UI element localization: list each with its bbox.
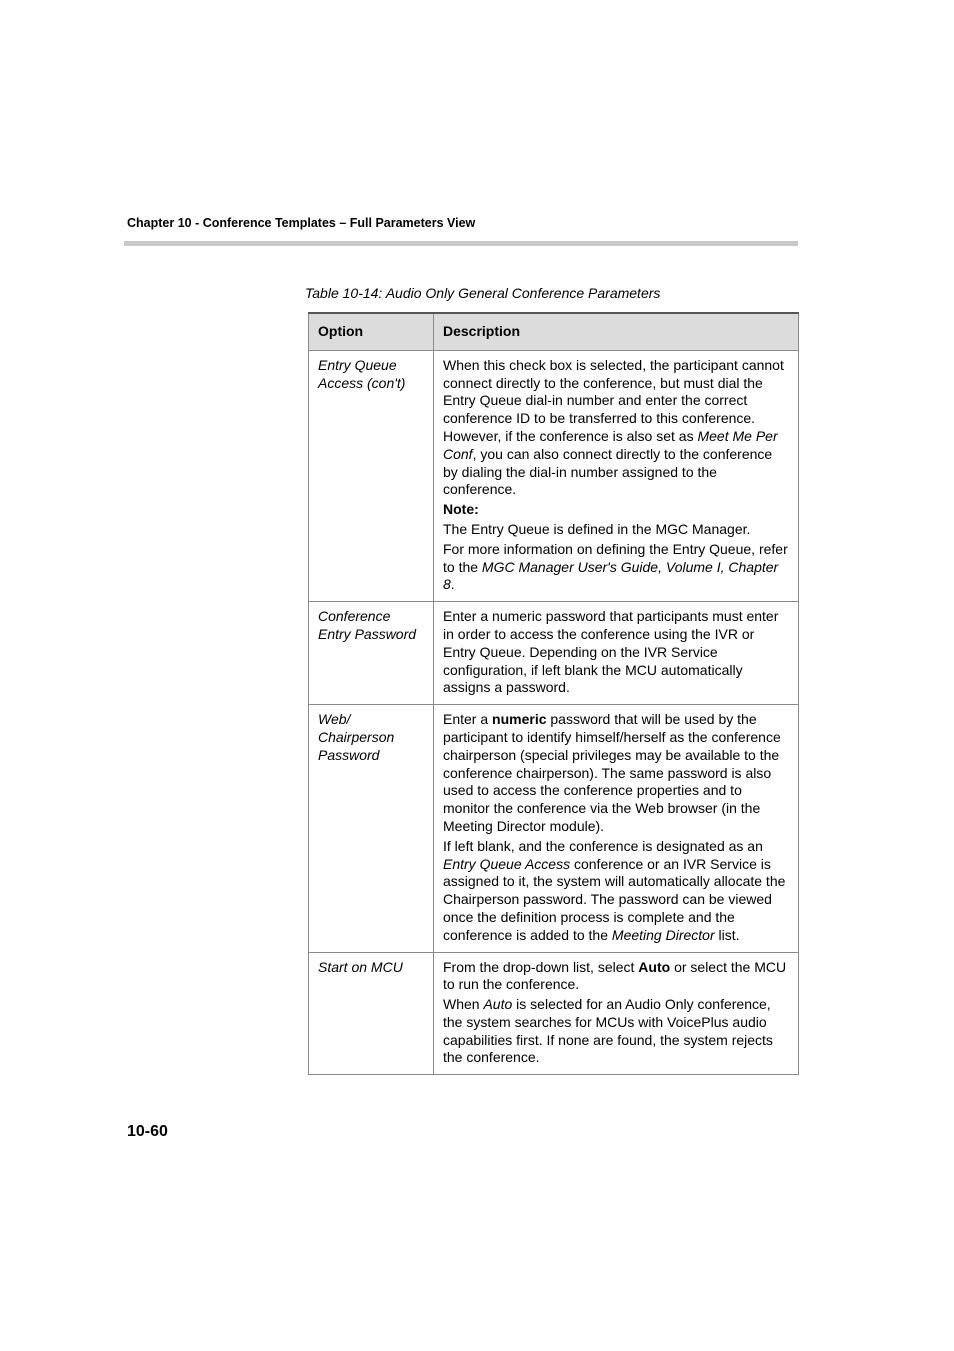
description-paragraph: Enter a numeric password that participants must enter in order to access the conference using the IVR or Entry Queue. Depending on the IVR Service configuration, if left blank the MCU automatically assigns a password.: [443, 608, 779, 696]
description-cell: [434, 602, 799, 705]
running-header: Chapter 10 - Conference Templates – Full Parameters View: [127, 216, 476, 230]
description-paragraph: For more information on defining the Entry Queue, refer to the MGC Manager User's Guide, Volume I, Chapter 8.: [443, 540, 788, 593]
parameters-table: [308, 312, 799, 1075]
description-paragraph: When this check box is selected, the participant cannot connect directly to the conference, but must dial the Entry Queue dial-in number and enter the correct conference ID to be transferred to this conference. However, if the conference is also set as Meet Me Per Conf, you can also connect directly to the conference by dialing the dial-in number assigned to the conference.: [443, 356, 784, 498]
header-rule: [124, 241, 798, 246]
option-cell: Start on MCU: [309, 952, 434, 1075]
column-header-description: Description: [434, 313, 799, 350]
option-cell: Entry Queue Access (con't): [309, 350, 434, 601]
description-paragraph: When Auto is selected for an Audio Only conference, the system searches for MCUs with VoicePlus audio capabilities first. If none are found, the system rejects the conference.: [443, 996, 773, 1066]
page-number: 10-60: [127, 1123, 168, 1140]
note-text: The Entry Queue is defined in the MGC Manager.: [443, 520, 751, 537]
option-cell: Conference Entry Password: [309, 602, 434, 705]
description-cell: [434, 350, 799, 601]
table-caption: Table 10-14: Audio Only General Conference Parameters: [305, 285, 661, 301]
table-header-row: [309, 313, 799, 350]
table-row: [309, 952, 799, 1075]
table-row: [309, 602, 799, 705]
description-paragraph: From the drop-down list, select Auto or select the MCU to run the conference.: [443, 958, 787, 993]
description-cell: [434, 952, 799, 1075]
table-row: [309, 705, 799, 952]
description-paragraph: Enter a numeric password that will be used by the participant to identify himself/herself as the conference chairperson (special privileges may be available to the conference chairperson). The same password is also used to access the conference properties and to monitor the conference via the Web browser (in the Meeting Director module).: [443, 711, 781, 834]
note-label: Note:: [443, 501, 479, 518]
table-row: [309, 350, 799, 601]
description-cell: [434, 705, 799, 952]
option-cell: Web/ Chairperson Password: [309, 705, 434, 952]
column-header-option: Option: [309, 313, 434, 350]
description-paragraph: If left blank, and the conference is designated as an Entry Queue Access conference or an IVR Service is assigned to it, the system will automatically allocate the Chairperson password. The password can be viewed once the definition process is complete and the conference is added to the Meeting Director list.: [443, 837, 786, 943]
